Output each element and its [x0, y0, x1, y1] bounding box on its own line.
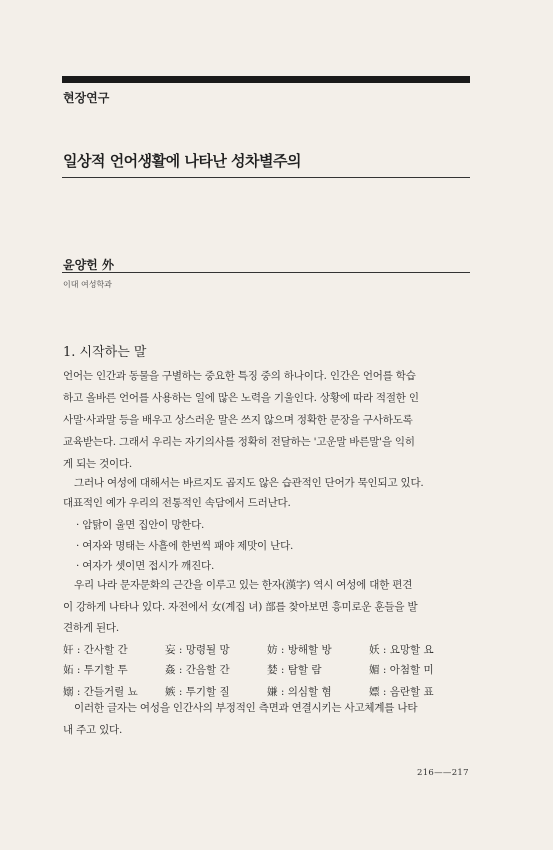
proverb-item: · 여자와 명태는 사흘에 한번씩 패야 제맛이 난다.	[76, 540, 294, 552]
body-line: 교육받는다. 그래서 우리는 자기의사를 정확히 전달하는 '고운말 바른말'을 익히	[63, 436, 415, 448]
proverb-item: · 여자가 셋이면 접시가 깨진다.	[76, 560, 215, 572]
body-line: 견하게 된다.	[63, 622, 119, 634]
hanja-row	[63, 684, 471, 699]
section-label: 현장연구	[63, 91, 110, 105]
body-line: 게 되는 것이다.	[63, 458, 133, 470]
hanja-row	[63, 662, 471, 677]
author-affiliation: 이대 여성학과	[63, 280, 112, 289]
hanja-entry: 嫉 : 투기할 질	[165, 686, 230, 698]
hanja-row	[63, 642, 471, 657]
article-author: 윤양헌 外	[63, 258, 114, 272]
body-line: 이 강하게 나타나 있다. 자전에서 女(계집 녀) 部를 찾아보면 흥미로운 훈들을 발	[63, 601, 418, 613]
body-line: 내 주고 있다.	[63, 724, 123, 736]
proverb-item: · 암탉이 울면 집안이 망한다.	[76, 519, 205, 531]
body-line: 이러한 글자는 여성을 인간사의 부정적인 측면과 연결시키는 사고체계를 나타	[74, 702, 418, 714]
hanja-entry: 妬 : 투기할 투	[63, 664, 128, 676]
hanja-entry: 姦 : 간음할 간	[165, 664, 230, 676]
body-line: 우리 나라 문자문화의 근간을 이루고 있는 한자(漢字) 역시 여성에 대한 편견	[74, 579, 413, 591]
body-line: 대표적인 예가 우리의 전통적인 속담에서 드러난다.	[63, 497, 291, 509]
hanja-entry: 媚 : 아첨할 미	[369, 664, 434, 676]
body-line: 하고 올바른 언어를 사용하는 일에 많은 노력을 기울인다. 상황에 따라 적절한 인	[63, 392, 419, 404]
body-line: 그러나 여성에 대해서는 바르지도 곱지도 않은 습관적인 단어가 묵인되고 있다.	[74, 477, 424, 489]
page-numbers: 216——217	[417, 768, 469, 778]
hanja-entry: 妨 : 방해할 방	[267, 644, 332, 656]
article-title: 일상적 언어생활에 나타난 성차별주의	[63, 152, 302, 170]
hanja-entry: 妖 : 요망할 요	[369, 644, 434, 656]
title-rule	[62, 177, 470, 178]
body-line: 언어는 인간과 동물을 구별하는 중요한 특징 중의 하나이다. 인간은 언어를 학습	[63, 370, 416, 382]
hanja-entry: 嫋 : 간들거릴 뇨	[63, 686, 138, 698]
hanja-entry: 嫌 : 의심할 혐	[267, 686, 332, 698]
hanja-entry: 奸 : 간사할 간	[63, 644, 128, 656]
hanja-entry: 嫖 : 음란할 표	[369, 686, 434, 698]
section-heading: 1. 시작하는 말	[63, 345, 147, 360]
author-rule	[62, 272, 470, 273]
hanja-entry: 妄 : 망령될 망	[165, 644, 230, 656]
hanja-entry: 婪 : 탐할 람	[267, 664, 322, 676]
header-rule	[62, 76, 470, 83]
body-line: 사말·사과말 등을 배우고 상스러운 말은 쓰지 않으며 정확한 문장을 구사하도록	[63, 414, 413, 426]
